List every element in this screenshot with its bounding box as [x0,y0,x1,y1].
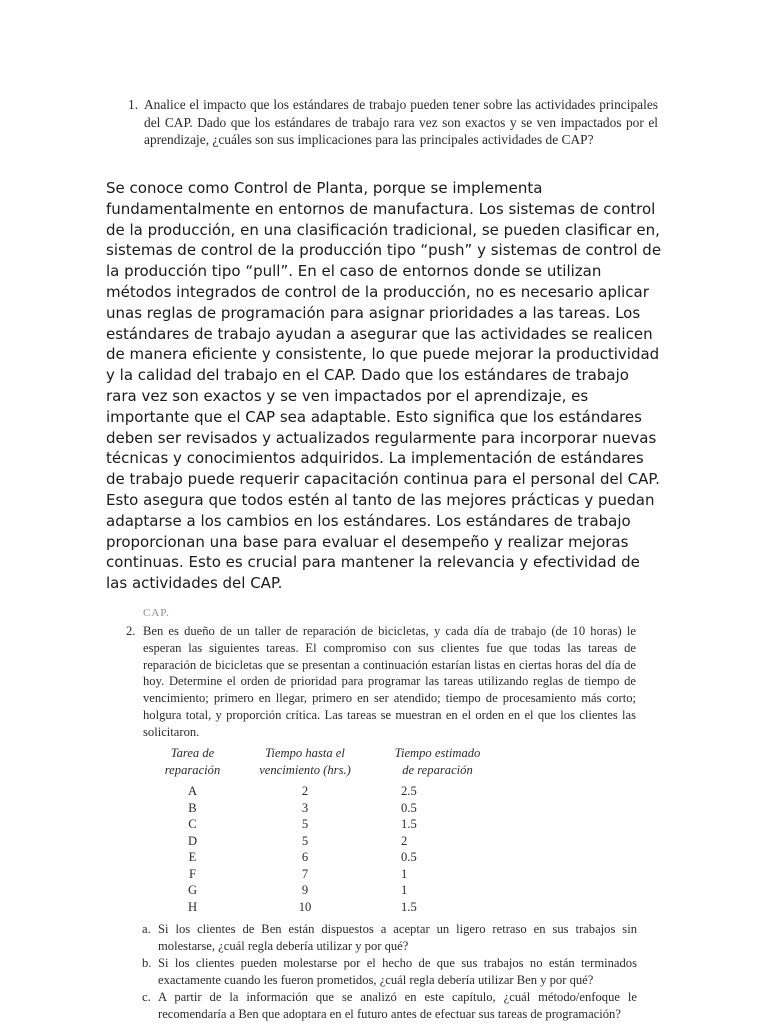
column-header-due-time-line1: Tiempo hasta el [265,746,345,760]
table-row [150,817,510,834]
table-row [150,784,510,801]
task-cell: C [188,817,197,831]
repair-time-cell: 1.5 [401,899,417,914]
due-time-cell: 3 [301,800,309,815]
subquestion-c [142,989,637,1022]
task-cell: H [187,899,198,914]
subquestion-text: Si los clientes pueden molestarse por el hecho de que sus trabajos no están terminados exactamente cuando les fueron prometidos, ¿cuál regla debería utilizar Ben y por qué? [158,955,637,987]
table-row [150,900,510,917]
subquestion-text: A partir de la información que se analizó en este capítulo, ¿cuál método/enfoque le recomendaría a Ben que adoptara en el futuro antes de efectuar sus tareas de programación? [158,989,637,1021]
task-cell: F [188,866,196,881]
repair-time-cell: 1 [401,883,408,897]
subquestion-b [142,955,637,988]
table-row [150,867,510,884]
question-2 [126,623,636,741]
question-2-text: Ben es dueño de un taller de reparación de bicicletas, y cada día de trabajo (de 10 horas) le esperan las siguientes tareas. El compromiso con sus clientes fue que todas las tareas de reparación de bicicletas que se presentan a continuación estarían listas en ciertas horas del día de hoy. Determine el orden de prioridad para programar las tareas utilizando reglas de tiempo de vencimiento; primero en llegar, primero en ser atendido; tiempo de procesamiento más corto; holgura total, y proporción crítica. Las tareas se muestran en el orden en el que los clientes las solicitaron. [143,624,636,739]
due-time-cell: 6 [301,850,309,864]
subquestions-list [142,921,637,1023]
column-header-task-line2: reparación [164,763,221,777]
column-header-due-time [255,745,355,779]
cropped-text-fragment: CAP. [143,607,170,619]
column-header-repair-time [380,745,495,779]
due-time-cell: 5 [301,833,309,848]
task-cell: G [187,883,198,897]
subquestion-letter: a. [142,922,151,936]
question-1 [128,96,658,149]
question-2-number: 2. [126,624,136,638]
due-time-cell: 7 [301,866,309,881]
repair-time-cell: 1 [401,866,408,881]
table-row [150,883,510,900]
question-1-number: 1. [128,97,139,112]
table-row [150,801,510,818]
task-cell: E [188,850,197,864]
due-time-cell: 5 [301,817,309,831]
table-row [150,834,510,851]
due-time-cell: 10 [298,899,312,914]
subquestion-text: Si los clientes de Ben están dispuestos a aceptar un ligero retraso en sus trabajos sin molestarse, ¿cuál regla debería utilizar y por qué? [158,922,637,953]
column-header-repair-time-line2: de reparación [402,763,473,777]
column-header-task [150,745,235,779]
column-header-task-line1: Tarea de [170,746,215,760]
answer-paragraph: Se conoce como Control de Planta, porque se implementa fundamentalmente en entornos de manufactura. Los sistemas de control de la producción, en una clasificación tradicional, se pueden clasificar en, sistemas de control de la producción tipo “push” y sistemas de control de la producción tipo “pull”. En el caso de entornos donde se utilizan métodos integrados de control de la producción, no es necesario aplicar unas reglas de programación para asignar prioridades a las tareas. Los estándares de trabajo ayudan a asegurar que las actividades se realicen de manera eficiente y consistente, lo que puede mejorar la productividad y la calidad del trabajo en el CAP. Dado que los estándares de trabajo rara vez son exactos y se ven impactados por el aprendizaje, es importante que el CAP sea adaptable. Esto significa que los estándares deben ser revisados y actualizados regularmente para incorporar nuevas técnicas y conocimientos adquiridos. La implementación de estándares de trabajo puede requerir capacitación continua para el personal del CAP. Esto asegura que todos estén al tanto de las mejores prácticas y puedan adaptarse a los cambios en los estándares. Los estándares de trabajo proporcionan una base para evaluar el desempeño y realizar mejoras continuas. Esto es crucial para mantener la relevancia y efectividad de las actividades del CAP. [106,179,662,593]
subquestion-letter: c. [142,989,151,1004]
subquestion-a [142,921,637,954]
task-cell: A [187,784,198,798]
repair-time-cell: 0.5 [401,850,417,864]
task-cell: B [188,800,197,815]
repair-time-cell: 2 [401,833,408,848]
question-1-text: Analice el impacto que los estándares de trabajo pueden tener sobre las actividades principales del CAP. Dado que los estándares de trabajo rara vez son exactos y se ven impactados por el aprendizaje, ¿cuáles son sus implicaciones para las principales actividades de CAP? [144,97,658,148]
column-header-repair-time-line1: Tiempo estimado [394,746,481,760]
due-time-cell: 9 [301,883,309,897]
subquestion-letter: b. [142,955,152,970]
repair-time-cell: 0.5 [401,800,417,815]
repair-time-cell: 1.5 [401,817,417,831]
table-row [150,850,510,867]
task-cell: D [187,833,198,848]
repair-time-cell: 2.5 [401,784,417,798]
due-time-cell: 2 [301,784,309,798]
column-header-due-time-line2: vencimiento (hrs.) [259,763,351,777]
